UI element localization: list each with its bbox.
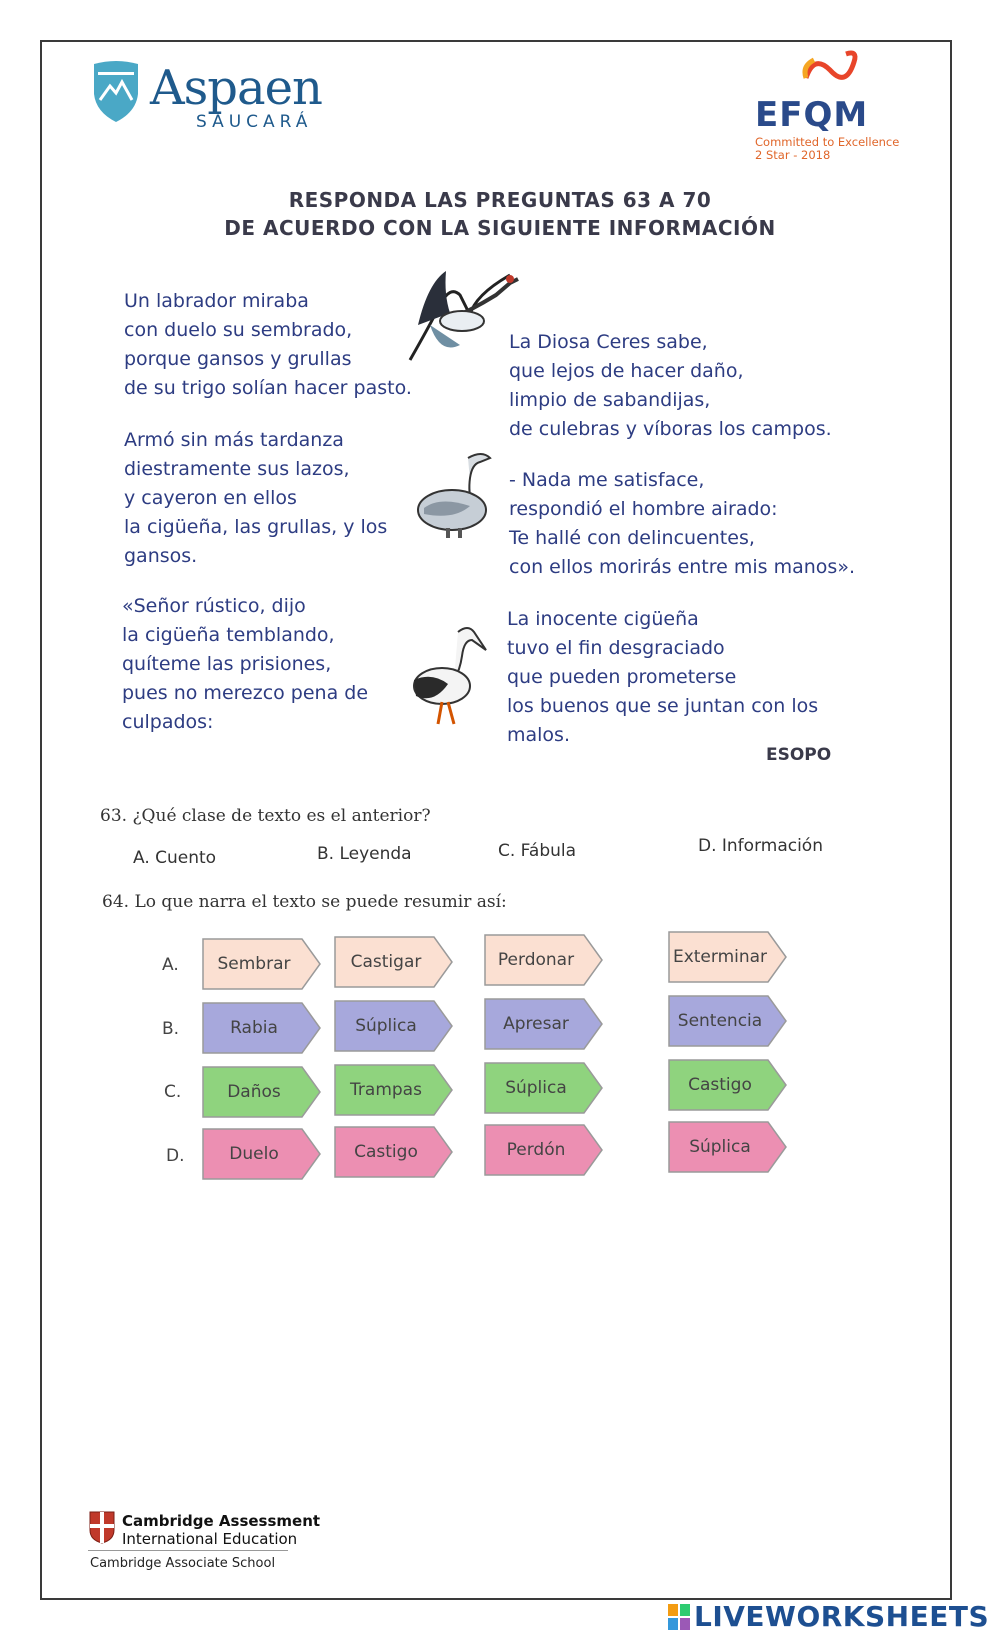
page-title-line2: DE ACUERDO CON LA SIGUIENTE INFORMACIÓN [224,216,776,240]
q64-option-label: Sentencia [677,1011,763,1031]
q64-option-b-1[interactable] [202,1002,324,1054]
q64-option-c-1[interactable] [202,1066,324,1118]
q64-option-label: Daños [227,1082,281,1102]
q64-option-d-1[interactable] [202,1128,324,1180]
q64-option-b-3[interactable] [484,998,606,1050]
poem-stanza-1: Un labrador miraba con duelo su sembrado, porque gansos y grullas de su trigo solían hacer pasto. [124,290,412,399]
q64-option-label: Castigar [350,952,422,972]
efqm-logo-text: EFQM [755,95,869,135]
poem-stanza-5: - Nada me satisface, respondió el hombre airado: Te hallé con delincuentes, con ellos morirás entre mis manos». [509,469,855,578]
q64-option-label: Súplica [689,1137,751,1157]
cambridge-line1: Cambridge Assessment [122,1512,321,1530]
question-64: 64. Lo que narra el texto se puede resumir así: [102,892,507,912]
poem-stanza-6: La inocente cigüeña tuvo el fin desgraciado que pueden prometerse los buenos que se juntan con los malos. [507,608,819,746]
aspaen-shield-icon [92,60,140,124]
efqm-caption [755,136,899,162]
cambridge-associate: Cambridge Associate School [90,1556,276,1571]
poem-stanza-2: Armó sin más tardanza diestramente sus lazos, y cayeron en ellos la cigüeña, las grullas, y los gansos. [124,429,388,567]
q63-option-b[interactable]: B. Leyenda [317,844,412,864]
q64-option-a-4[interactable] [668,931,790,983]
q64-option-d-2[interactable] [334,1126,456,1178]
q64-option-d-3[interactable] [484,1124,606,1176]
efqm-loop-icon [800,48,862,92]
q64-option-label: Exterminar [672,947,768,967]
q64-option-label: Duelo [229,1144,279,1164]
q64-option-label: Castigo [688,1075,752,1095]
q64-option-label: Sembrar [217,954,291,974]
question-63: 63. ¿Qué clase de texto es el anterior? [100,806,431,826]
cambridge-logo-text [122,1512,320,1548]
crane-flying-illustration [400,265,525,370]
q64-option-label: Súplica [355,1016,417,1036]
q63-option-c[interactable]: C. Fábula [498,841,577,861]
q64-option-b-4[interactable] [668,995,790,1047]
q64-row-b-label: B. [162,1019,180,1039]
cambridge-line2: International Education [122,1530,298,1548]
liveworksheets-icon [668,1604,690,1630]
q64-option-label: Castigo [354,1142,418,1162]
school-subtitle: SAUCARÁ [196,112,313,132]
poem-stanza-3: «Señor rústico, dijo la cigüeña temblando, quíteme las prisiones, pues no merezco pena de culpados: [122,595,369,733]
q64-option-label: Rabia [230,1018,278,1038]
goose-illustration [410,448,500,543]
q63-option-d[interactable]: D. Información [698,836,823,856]
q63-option-a[interactable]: A. Cuento [133,848,217,868]
footer-divider [88,1550,288,1551]
poem-stanza-4: La Diosa Ceres sabe, que lejos de hacer daño, limpio de sabandijas, de culebras y víboras los campos. [509,331,832,440]
page-title-line1: RESPONDA LAS PREGUNTAS 63 A 70 [288,188,712,212]
q64-row-d-label: D. [166,1146,185,1166]
q64-option-label: Perdonar [497,950,575,970]
q64-option-label: Súplica [505,1078,567,1098]
q64-option-a-3[interactable] [484,934,606,986]
q64-option-c-2[interactable] [334,1064,456,1116]
q64-option-label: Trampas [350,1080,422,1100]
q64-option-a-1[interactable] [202,938,324,990]
efqm-caption-line1: Committed to Excellence [755,135,900,149]
q64-option-label: Apresar [503,1014,569,1034]
q64-option-b-2[interactable] [334,1000,456,1052]
stork-illustration [408,620,488,730]
q64-option-a-2[interactable] [334,936,456,988]
q64-option-d-4[interactable] [668,1121,790,1173]
cambridge-crest-icon [88,1510,116,1544]
liveworksheets-brand: LIVEWORKSHEETS [694,1600,990,1633]
q64-option-c-4[interactable] [668,1059,790,1111]
efqm-caption-line2: 2 Star - 2018 [755,148,831,162]
q64-row-c-label: C. [164,1082,182,1102]
school-name: Aspaen [150,60,322,116]
q64-row-a-label: A. [162,955,179,975]
q64-option-c-3[interactable] [484,1062,606,1114]
poem-author: ESOPO [766,745,832,765]
q64-option-label: Perdón [506,1140,566,1160]
